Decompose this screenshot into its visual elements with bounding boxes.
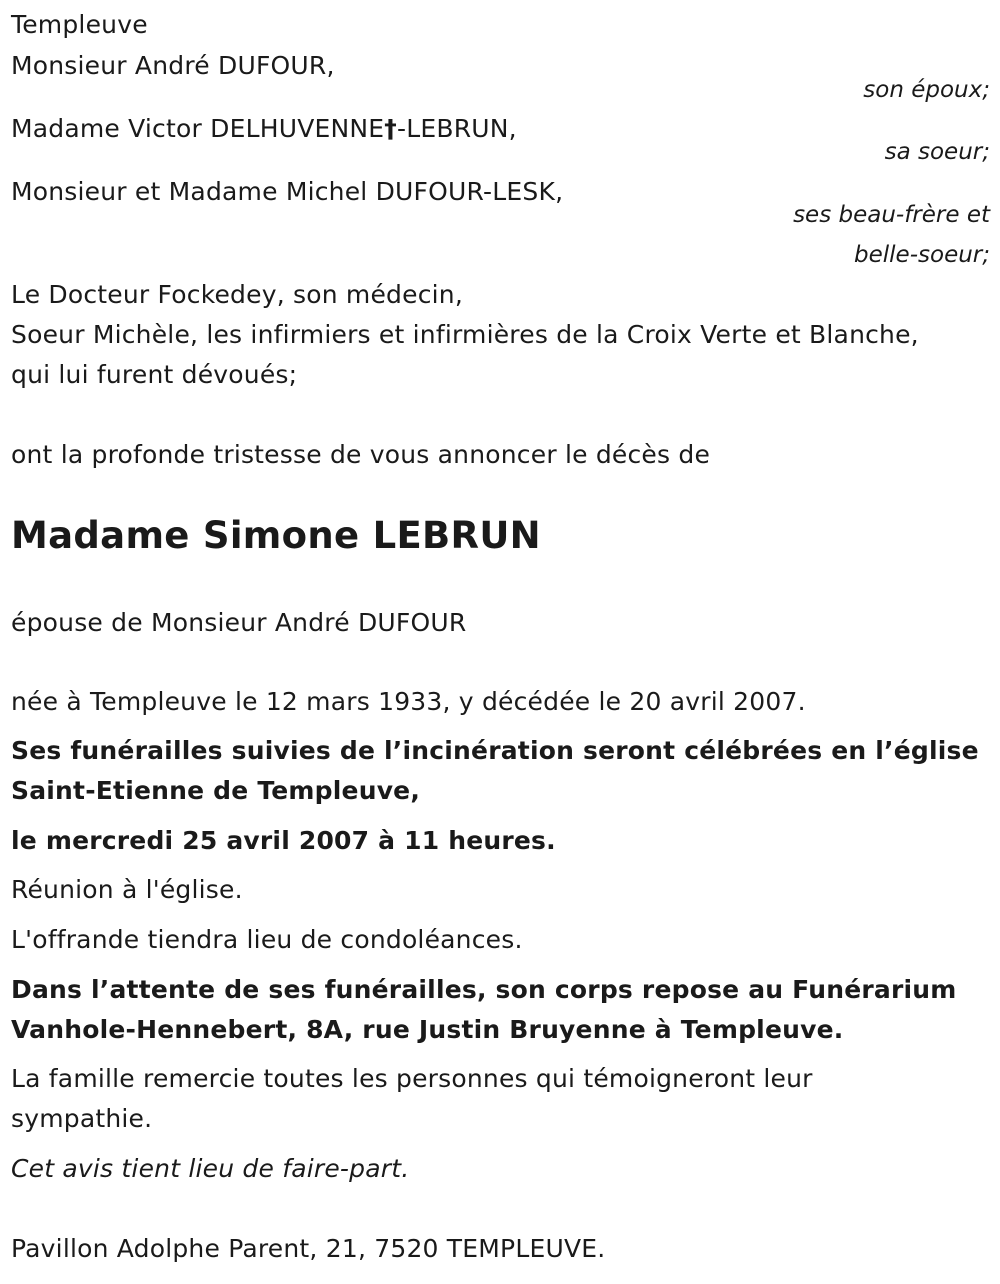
place-line: Templeuve [11, 10, 148, 39]
carer-doctor: Le Docteur Fockedey, son médecin, [11, 280, 463, 309]
family-member-spouse: Monsieur André DUFOUR, [11, 51, 335, 80]
family-member-inlaws: Monsieur et Madame Michel DUFOUR-LESK, [11, 177, 564, 206]
relation-inlaws-line1: ses beau-frère et [793, 202, 990, 228]
sister-name-last: -LEBRUN, [397, 114, 517, 143]
repose-line2: Vanhole-Hennebert, 8A, rue Justin Bruyenne à Templeuve. [11, 1015, 844, 1044]
relation-spouse: son époux; [863, 77, 990, 103]
spouse-line: épouse de Monsieur André DUFOUR [11, 608, 467, 637]
carer-nurses: Soeur Michèle, les infirmiers et infirmières de la Croix Verte et Blanche, [11, 320, 919, 349]
offering-line: L'offrande tiendra lieu de condoléances. [11, 925, 523, 954]
relation-inlaws-line2: belle-soeur; [854, 242, 990, 268]
ceremony-line2: Saint-Etienne de Templeuve, [11, 776, 421, 805]
announcement-text: ont la profonde tristesse de vous annoncer le décès de [11, 440, 711, 469]
sister-name-first: Madame Victor DELHUVENNE [11, 114, 385, 143]
thanks-line2: sympathie. [11, 1104, 153, 1133]
carer-devoted: qui lui furent dévoués; [11, 360, 298, 389]
funeral-datetime: le mercredi 25 avril 2007 à 11 heures. [11, 826, 556, 855]
deceased-name: Madame Simone LEBRUN [11, 514, 541, 557]
repose-line1: Dans l’attente de ses funérailles, son corps repose au Funérarium [11, 975, 957, 1004]
notice-line: Cet avis tient lieu de faire-part. [11, 1154, 410, 1183]
meeting-line: Réunion à l'église. [11, 875, 243, 904]
thanks-line1: La famille remercie toutes les personnes qui témoigneront leur [11, 1064, 813, 1093]
dates-line: née à Templeuve le 12 mars 1933, y décédée le 20 avril 2007. [11, 687, 806, 716]
ceremony-line1: Ses funérailles suivies de l’incinération seront célébrées en l’église [11, 736, 979, 765]
address-line: Pavillon Adolphe Parent, 21, 7520 TEMPLEUVE. [11, 1234, 606, 1263]
relation-sister: sa soeur; [884, 139, 990, 165]
family-member-sister [11, 109, 517, 149]
cross-icon: † [384, 114, 397, 143]
